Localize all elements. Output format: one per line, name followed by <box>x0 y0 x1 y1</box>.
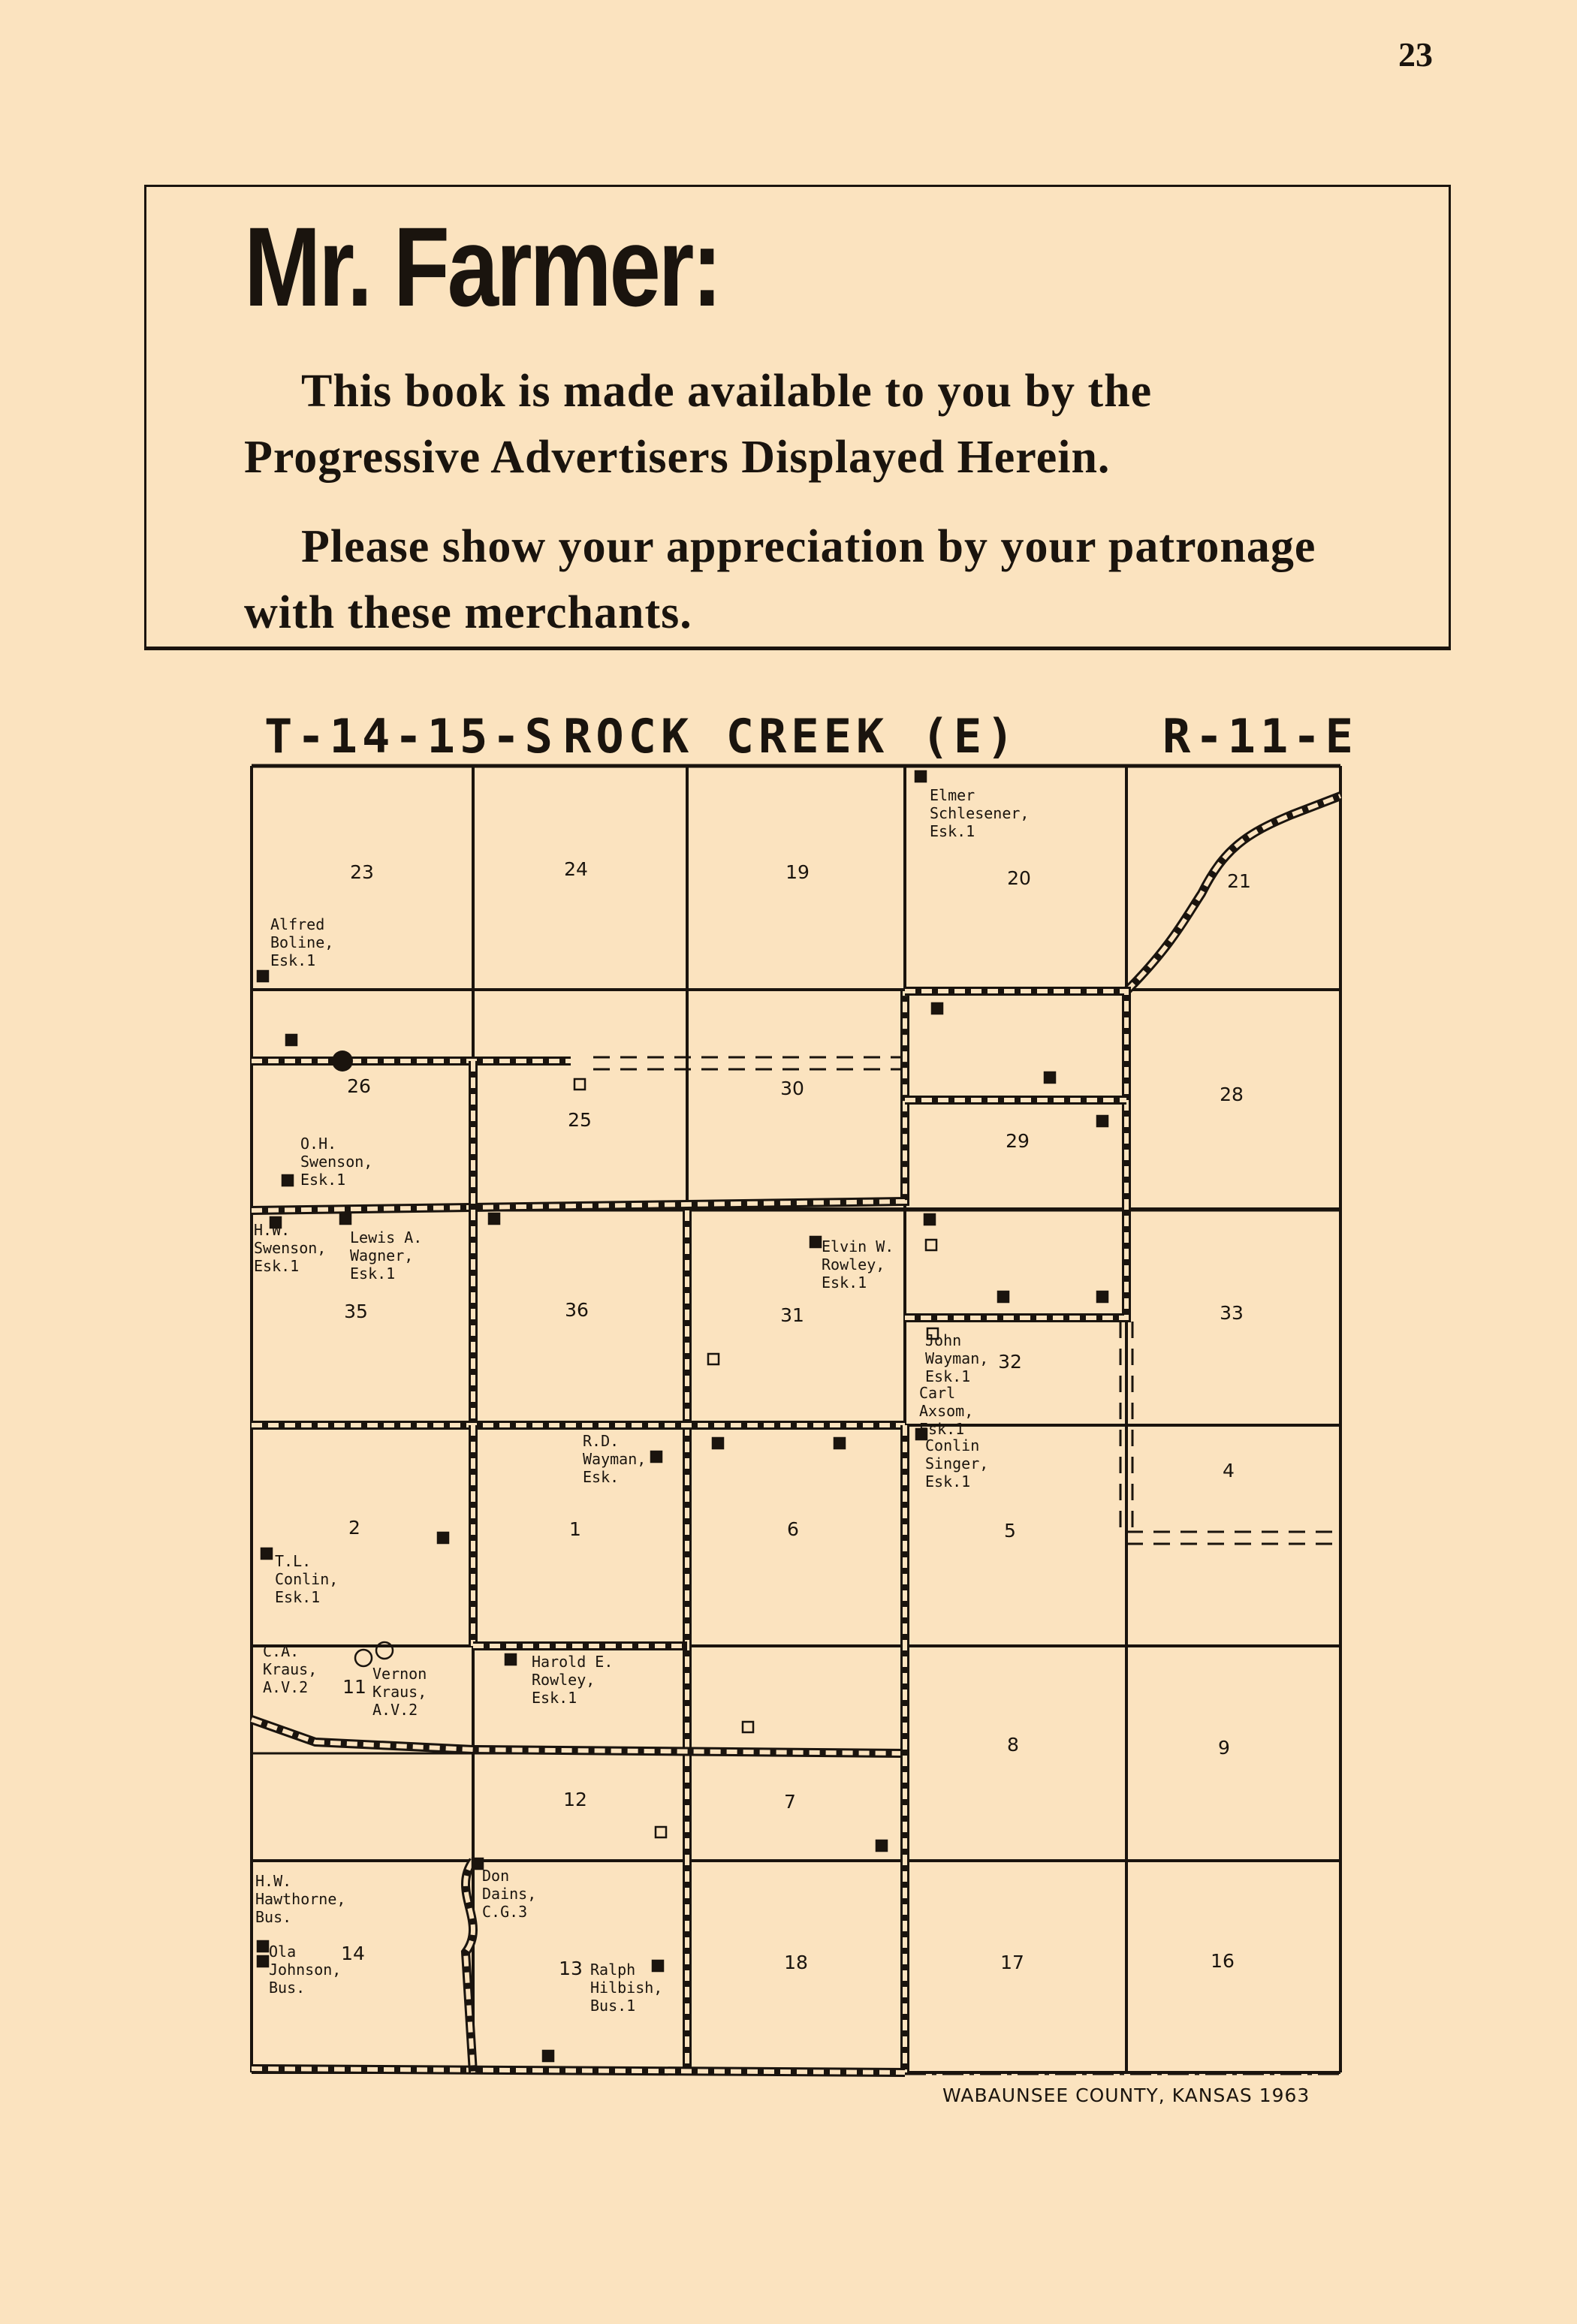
owner-label: O.H. Swenson, Esk.1 <box>300 1135 373 1189</box>
farmstead-marker <box>834 1438 845 1448</box>
section-number: 23 <box>350 861 374 883</box>
farmstead-marker <box>924 1214 935 1225</box>
farmstead-marker <box>472 1858 483 1869</box>
owner-label: Carl Axsom, Esk.1 <box>919 1384 974 1438</box>
farmstead-marker <box>438 1533 448 1543</box>
section-number: 25 <box>568 1109 592 1131</box>
school-marker <box>332 1050 353 1072</box>
owner-label: Elvin W. Rowley, Esk.1 <box>822 1237 894 1292</box>
farmstead-marker <box>282 1175 293 1186</box>
owner-label: Lewis A. Wagner, Esk.1 <box>350 1228 423 1283</box>
section-number: 31 <box>780 1304 804 1326</box>
section-number: 20 <box>1007 867 1031 889</box>
farmstead-marker <box>876 1840 887 1851</box>
section-number: 24 <box>564 858 588 880</box>
owner-label: C.A. Kraus, A.V.2 <box>263 1642 318 1696</box>
section-number: 6 <box>787 1518 799 1540</box>
farmstead-marker <box>810 1237 821 1247</box>
owner-label: John Wayman, Esk.1 <box>925 1331 989 1385</box>
farmstead-marker <box>258 1956 268 1967</box>
farmstead-marker <box>340 1213 351 1224</box>
vacant-building-marker <box>656 1827 666 1837</box>
section-number: 14 <box>341 1943 365 1964</box>
farmstead-marker <box>713 1438 723 1448</box>
owner-label: Don Dains, C.G.3 <box>482 1867 537 1921</box>
roads <box>252 796 1340 2074</box>
farmstead-marker <box>998 1292 1009 1302</box>
farmstead-marker <box>1097 1292 1108 1302</box>
section-number: 11 <box>342 1676 366 1698</box>
owner-label: Vernon Kraus, A.V.2 <box>372 1665 427 1719</box>
farmstead-marker <box>1045 1072 1055 1083</box>
section-number: 26 <box>347 1075 371 1097</box>
farmstead-marker <box>261 1548 272 1559</box>
owner-label: T.L. Conlin, Esk.1 <box>275 1552 339 1606</box>
church-marker <box>355 1650 372 1666</box>
section-number: 4 <box>1223 1460 1235 1482</box>
notice-paragraph-2: Please show your appreciation by your patronage with these merchants. <box>244 521 1316 638</box>
farmstead-marker <box>932 1003 942 1014</box>
section-number: 28 <box>1220 1084 1244 1105</box>
section-number: 33 <box>1220 1302 1244 1324</box>
section-number: 5 <box>1004 1520 1016 1542</box>
owner-label: Alfred Boline, Esk.1 <box>270 915 334 969</box>
section-number: 8 <box>1007 1734 1019 1756</box>
farmstead-marker <box>915 771 926 782</box>
road-loop-29-inner <box>905 991 1126 1318</box>
road-loop-29 <box>905 991 1126 1318</box>
map-range-label: R-11-E <box>1162 709 1358 764</box>
section-number: 9 <box>1218 1737 1230 1759</box>
owner-label: Ralph Hilbish, Bus.1 <box>590 1961 663 2015</box>
page-number: 23 <box>1398 35 1433 74</box>
section-number: 1 <box>569 1518 581 1540</box>
section-number: 29 <box>1006 1130 1030 1152</box>
section-number: 17 <box>1000 1952 1024 1973</box>
vacant-building-marker <box>708 1354 719 1364</box>
map-title: ROCK CREEK (E) <box>563 709 1019 764</box>
owner-label: Conlin Singer, Esk.1 <box>925 1436 989 1491</box>
section-number: 2 <box>348 1517 360 1539</box>
farmstead-marker <box>258 971 268 981</box>
section-number: 36 <box>565 1299 589 1321</box>
farmstead-marker <box>505 1654 516 1665</box>
section-number: 13 <box>559 1958 583 1979</box>
section-number: 35 <box>344 1301 368 1322</box>
owner-label: Ola Johnson, Bus. <box>269 1943 342 1997</box>
notice-heading: Mr. Farmer: <box>244 203 720 330</box>
owner-label: Elmer Schlesener, Esk.1 <box>930 786 1030 840</box>
vacant-building-marker <box>926 1240 936 1250</box>
vacant-building-marker <box>743 1722 753 1732</box>
farmstead-marker <box>1097 1116 1108 1126</box>
owner-label: Harold E. Rowley, Esk.1 <box>532 1653 614 1707</box>
road-mid-east-west-inner <box>252 991 905 1210</box>
owner-label: R.D. Wayman, Esk. <box>583 1432 647 1486</box>
farmstead-marker <box>653 1961 663 1971</box>
farmstead-marker <box>489 1213 499 1224</box>
section-number: 18 <box>784 1952 808 1973</box>
section-number: 19 <box>785 861 810 883</box>
vacant-building-marker <box>574 1079 585 1090</box>
owner-label: H.W. Hawthorne, Bus. <box>255 1872 346 1926</box>
farmstead-marker <box>258 1941 268 1952</box>
section-number: 21 <box>1227 870 1251 892</box>
section-number: 16 <box>1211 1950 1235 1972</box>
map-caption: WABAUNSEE COUNTY, KANSAS 1963 <box>942 2084 1310 2106</box>
owner-labels <box>254 786 1029 2015</box>
road-northeast <box>1126 796 1340 991</box>
farmstead-marker <box>543 2051 553 2061</box>
section-grid <box>252 766 1340 2072</box>
map-township-label: T-14-15-S <box>264 709 557 764</box>
section-number: 7 <box>784 1791 796 1813</box>
section-number: 30 <box>780 1078 804 1099</box>
section-number: 12 <box>563 1789 587 1810</box>
section-number: 32 <box>998 1351 1022 1373</box>
owner-label: H.W. Swenson, Esk.1 <box>254 1221 327 1275</box>
farmstead-marker <box>651 1451 662 1462</box>
notice-paragraph-1: This book is made available to you by the Progressive Advertisers Displayed Herein. <box>244 366 1153 483</box>
farmstead-marker <box>286 1035 297 1045</box>
road-mid-east-west <box>252 991 905 1210</box>
